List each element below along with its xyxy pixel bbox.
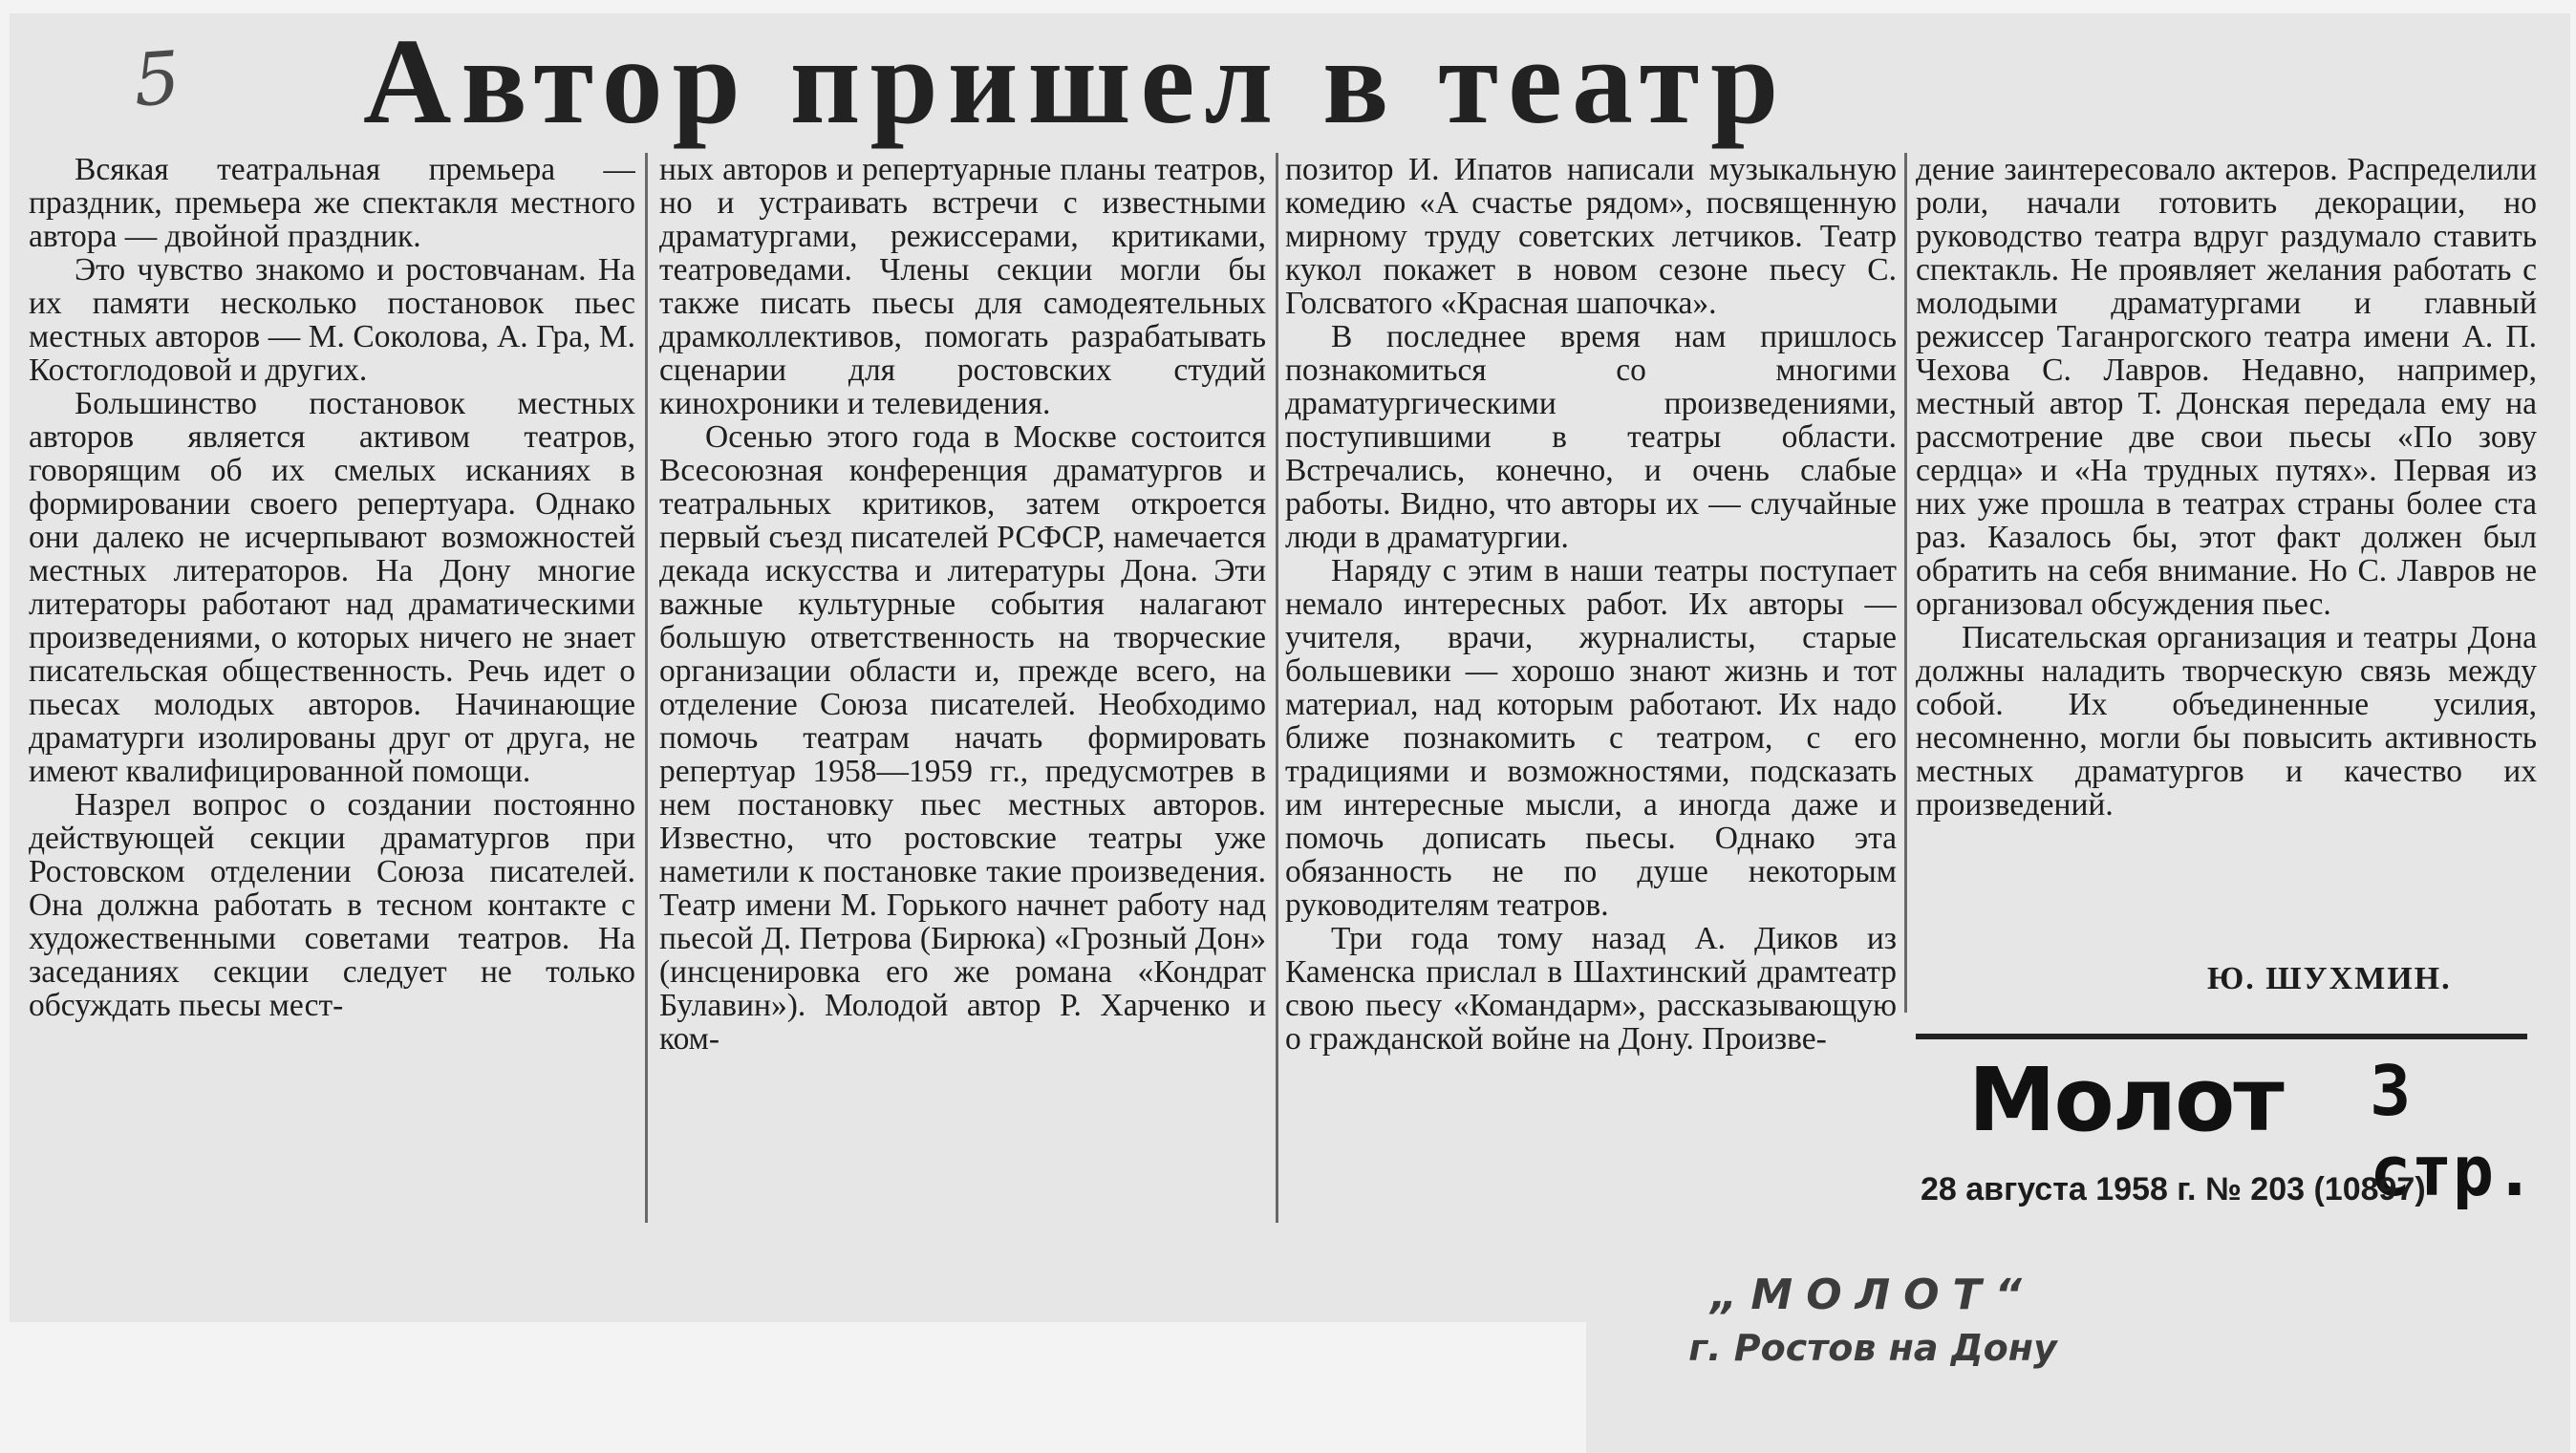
issue-date: 28 августа 1958 г. № 203 (10897) [1921, 1171, 2426, 1207]
masthead-divider [1916, 1034, 2527, 1039]
paragraph: Всякая театральная премьера — праздник, премьера же спектакля местного автора — двойной праздник. [29, 153, 635, 254]
paragraph: Большинство постановок местных авторов является активом театров, говорящим об их смелых исканиях в формировании своего репертуара. Однако они далеко не исчерпывают возможностей местных литераторов. На Дону многие литераторы работают над драматическими произведениями, о которых ничего не знает писательская общественность. Речь идет о пьесах молодых авторов. Начинающие драматурги изолированы друг от друга, не имеют квалифицированной помощи. [29, 386, 635, 789]
article-column-2 [659, 153, 1266, 1251]
column-rule [1904, 153, 1907, 1013]
column-rule [645, 153, 648, 1223]
paragraph: ных авторов и репертуарные планы театров, но и устраивать встречи с известными драматургами, режиссерами, критиками, театроведами. Члены секции могли бы также писать пьесы для самодеятельных драмколлективов, помогать разрабатывать сценарии для ростовских студий кинохроники и телевидения. [659, 153, 1266, 421]
paragraph: Писательская организация и театры Дона должны наладить творческую связь между собой. Их объединенные усилия, несомненно, могли бы повысить активность местных драматургов и качество их произведений. [1916, 620, 2537, 823]
article-column-1 [29, 153, 635, 1251]
paragraph: дение заинтересовало актеров. Распределили роли, начали готовить декорации, но руководство театра вдруг раздумало ставить спектакль. Не проявляет желания работать с молодыми драматургами и главный режиссер Таганрогского театра имени А. П. Чехова С. Лавров. Недавно, например, местный автор Т. Донская передала ему на рассмотрение две свои пьесы «По зову сердца» и «На трудных путях». Первая из них уже прошла в театрах страны более ста раз. Казалось бы, этот факт должен был обратить на себя внимание. Но С. Лавров не организовал обсуждения пьес. [1916, 153, 2537, 622]
article-headline: Автор пришел в театр [363, 13, 1789, 149]
stamp-city: г. Ростов на Дону [1688, 1327, 2057, 1369]
paragraph: Три года тому назад А. Диков из Каменска прислал в Шахтинский драмтеатр свою пьесу «Командарм», рассказывающую о гражданской войне на Дону. Произве- [1285, 921, 1897, 1057]
paragraph: позитор И. Ипатов написали музыкальную комедию «А счастье рядом», посвященную мирному труду советских летчиков. Театр кукол покажет в новом сезоне пьесу С. Голсватого «Красная шапочка». [1285, 153, 1897, 321]
paragraph: Наряду с этим в наши театры поступает немало интересных работ. Их авторы — учителя, врачи, журналисты, старые большевики — хорошо знают жизнь и тот материал, над которым работают. Их надо ближе познакомить с театром, с его традициями и возможностями, подсказать им интересные мысли, а иногда даже и помочь дописать пьесы. Однако эта обязанность не по душе некоторым руководителям театров. [1285, 553, 1897, 923]
article-column-3 [1285, 153, 1897, 1223]
page-number: 3 стр. [2370, 1051, 2536, 1211]
paragraph: Осенью этого года в Москве состоится Всесоюзная конференция драматургов и театральных критиков, затем откроется первый съезд писателей РСФСР, намечается декада искусства и литературы Дона. Эти важные культурные события налагают большую ответственность на творческие организации области и, прежде всего, на отделение Союза писателей. Необходимо помочь театрам начать формировать репертуар 1958—1959 гг., предусмотрев в нем постановку пьес местных авторов. Известно, что ростовские театры уже наметили к постановке такие произведения. Театр имени М. Горького начнет работу над пьесой Д. Петрова (Бирюка) «Грозный Дон» (инсценировка его же романа «Кондрат Булавин»). Молодой автор Р. Харченко и ком- [659, 419, 1266, 1057]
handwritten-number: 5 [130, 34, 183, 123]
paragraph: Назрел вопрос о создании постоянно действующей секции драматургов при Ростовском отделении Союза писателей. Она должна работать в тесном контакте с художественными советами театров. На заседаниях секции следует не только обсуждать пьесы мест- [29, 787, 635, 1023]
author-signature: Ю. ШУХМИН. [2207, 961, 2452, 996]
stamp-paper-name: „МОЛОТ“ [1710, 1271, 2035, 1319]
article-column-4 [1916, 153, 2537, 994]
newspaper-masthead: Молот [1968, 1049, 2283, 1151]
archive-stamp [1643, 1271, 2102, 1369]
paragraph: В последнее время нам пришлось познакомиться со многими драматургическими произведениями, поступившими в театры области. Встречались, конечно, и очень слабые работы. Видно, что авторы их — случайные люди в драматургии. [1285, 319, 1897, 555]
column-rule [1276, 153, 1278, 1223]
paragraph: Это чувство знакомо и ростовчанам. На их памяти несколько постановок пьес местных авторов — М. Соколова, А. Гра, М. Костоглодовой и других. [29, 252, 635, 388]
